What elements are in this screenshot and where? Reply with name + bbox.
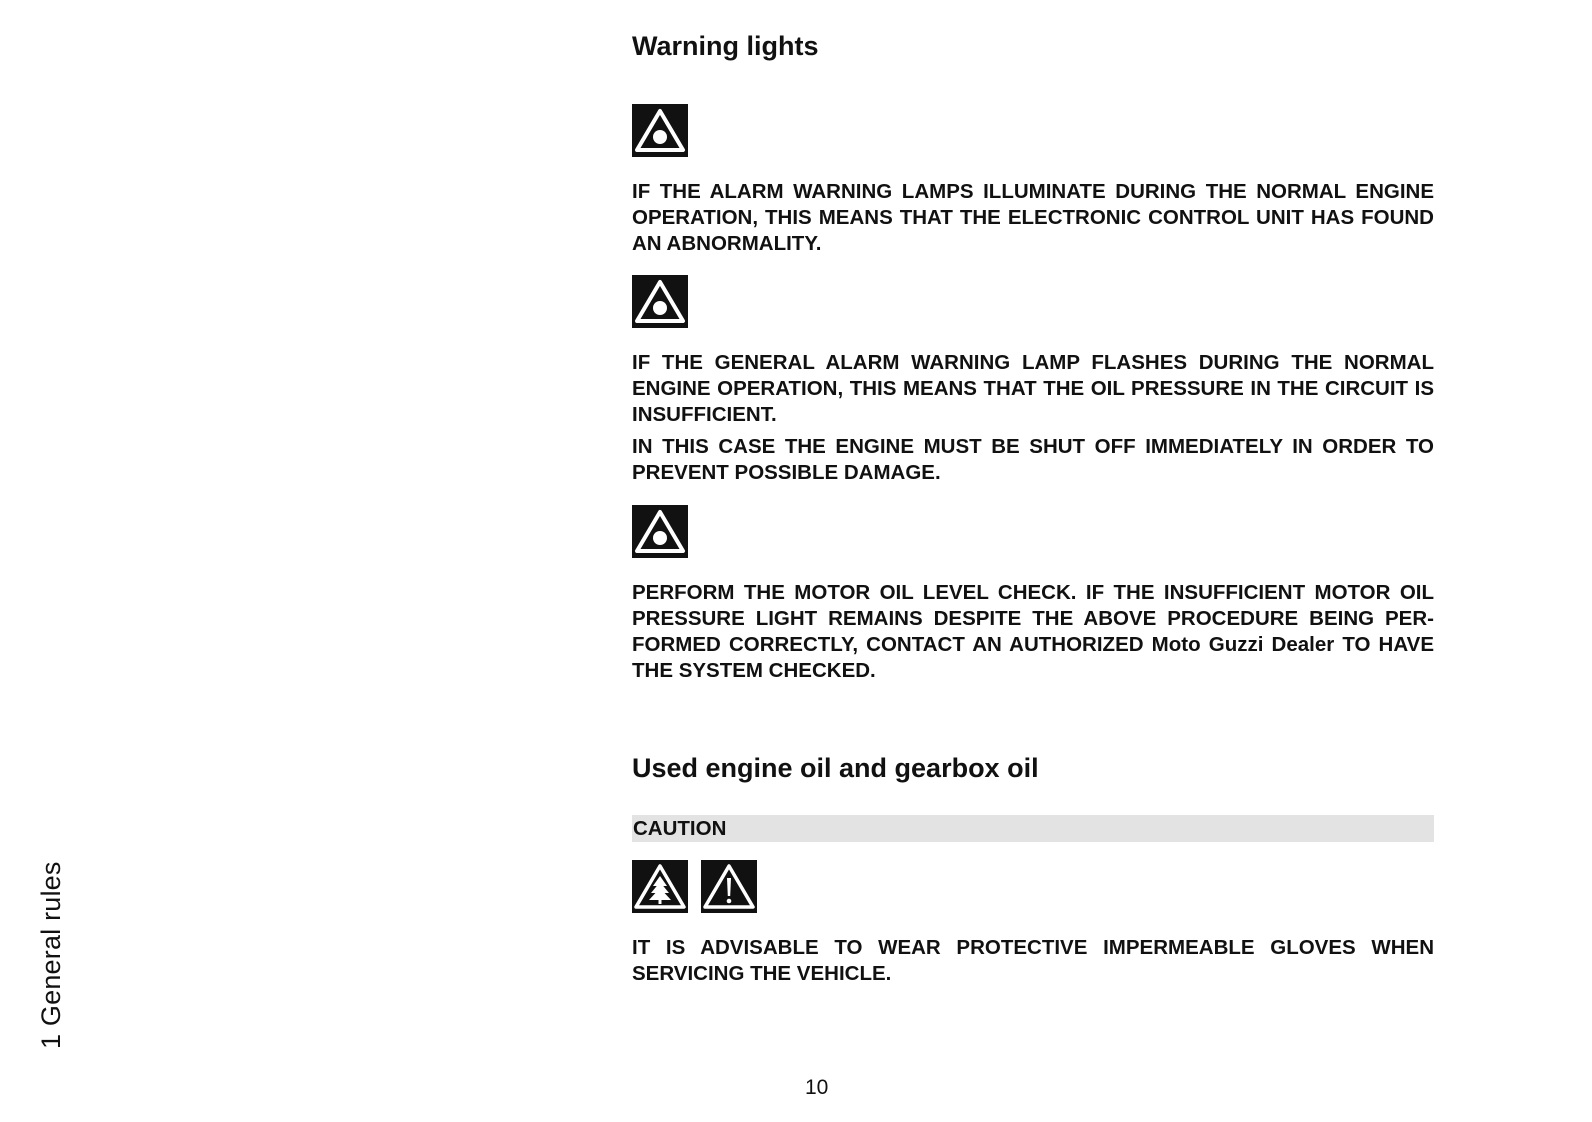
warning-notice-text-2: IF THE GENERAL ALARM WARNING LAMP FLASHES DURING THE NORMAL ENGINE OPERATION, THIS MEANS THAT THE OIL PRESSURE IN THE CIRCUIT IS INSUFFICIENT. [632, 351, 1434, 426]
section-title-warning-lights: Warning lights [632, 31, 819, 61]
page-number: 10 [805, 1076, 829, 1099]
caution-exclamation-icon [701, 860, 757, 913]
general-alarm-warning-icon [632, 275, 688, 328]
general-alarm-warning-icon [632, 104, 688, 157]
caution-label: CAUTION [633, 817, 727, 840]
gloves-notice-text: IT IS ADVISABLE TO WEAR PROTECTIVE IMPERMEABLE GLOVES WHEN SERVICING THE VEHICLE. [632, 936, 1434, 985]
environment-tree-icon [632, 860, 688, 913]
warning-notice-text-3: PERFORM THE MOTOR OIL LEVEL CHECK. IF THE INSUFFICIENT MOTOR OIL PRESSURE LIGHT REMAINS DESPITE THE ABOVE PROCEDURE BEING PERFORMED CORRECTLY, CONTACT AN AUTHORIZED Moto Guzzi Dealer TO HAVE THE SYSTEM CHECKED. [632, 581, 1434, 682]
section-title-used-oil: Used engine oil and gearbox oil [632, 753, 1039, 783]
warning-notice-text-1: IF THE ALARM WARNING LAMPS ILLUMINATE DURING THE NORMAL ENGINE OPERATION, THIS MEANS THAT THE ELECTRONIC CONTROL UNIT HAS FOUND AN ABNORMALITY. [632, 180, 1434, 255]
warning-notice-text-2b: IN THIS CASE THE ENGINE MUST BE SHUT OFF IMMEDIATELY IN ORDER TO PREVENT POSSIBLE DAMAGE. [632, 435, 1434, 484]
chapter-side-tab: 1 General rules [36, 861, 66, 1049]
general-alarm-warning-icon [632, 505, 688, 558]
caution-bar [632, 815, 1434, 842]
